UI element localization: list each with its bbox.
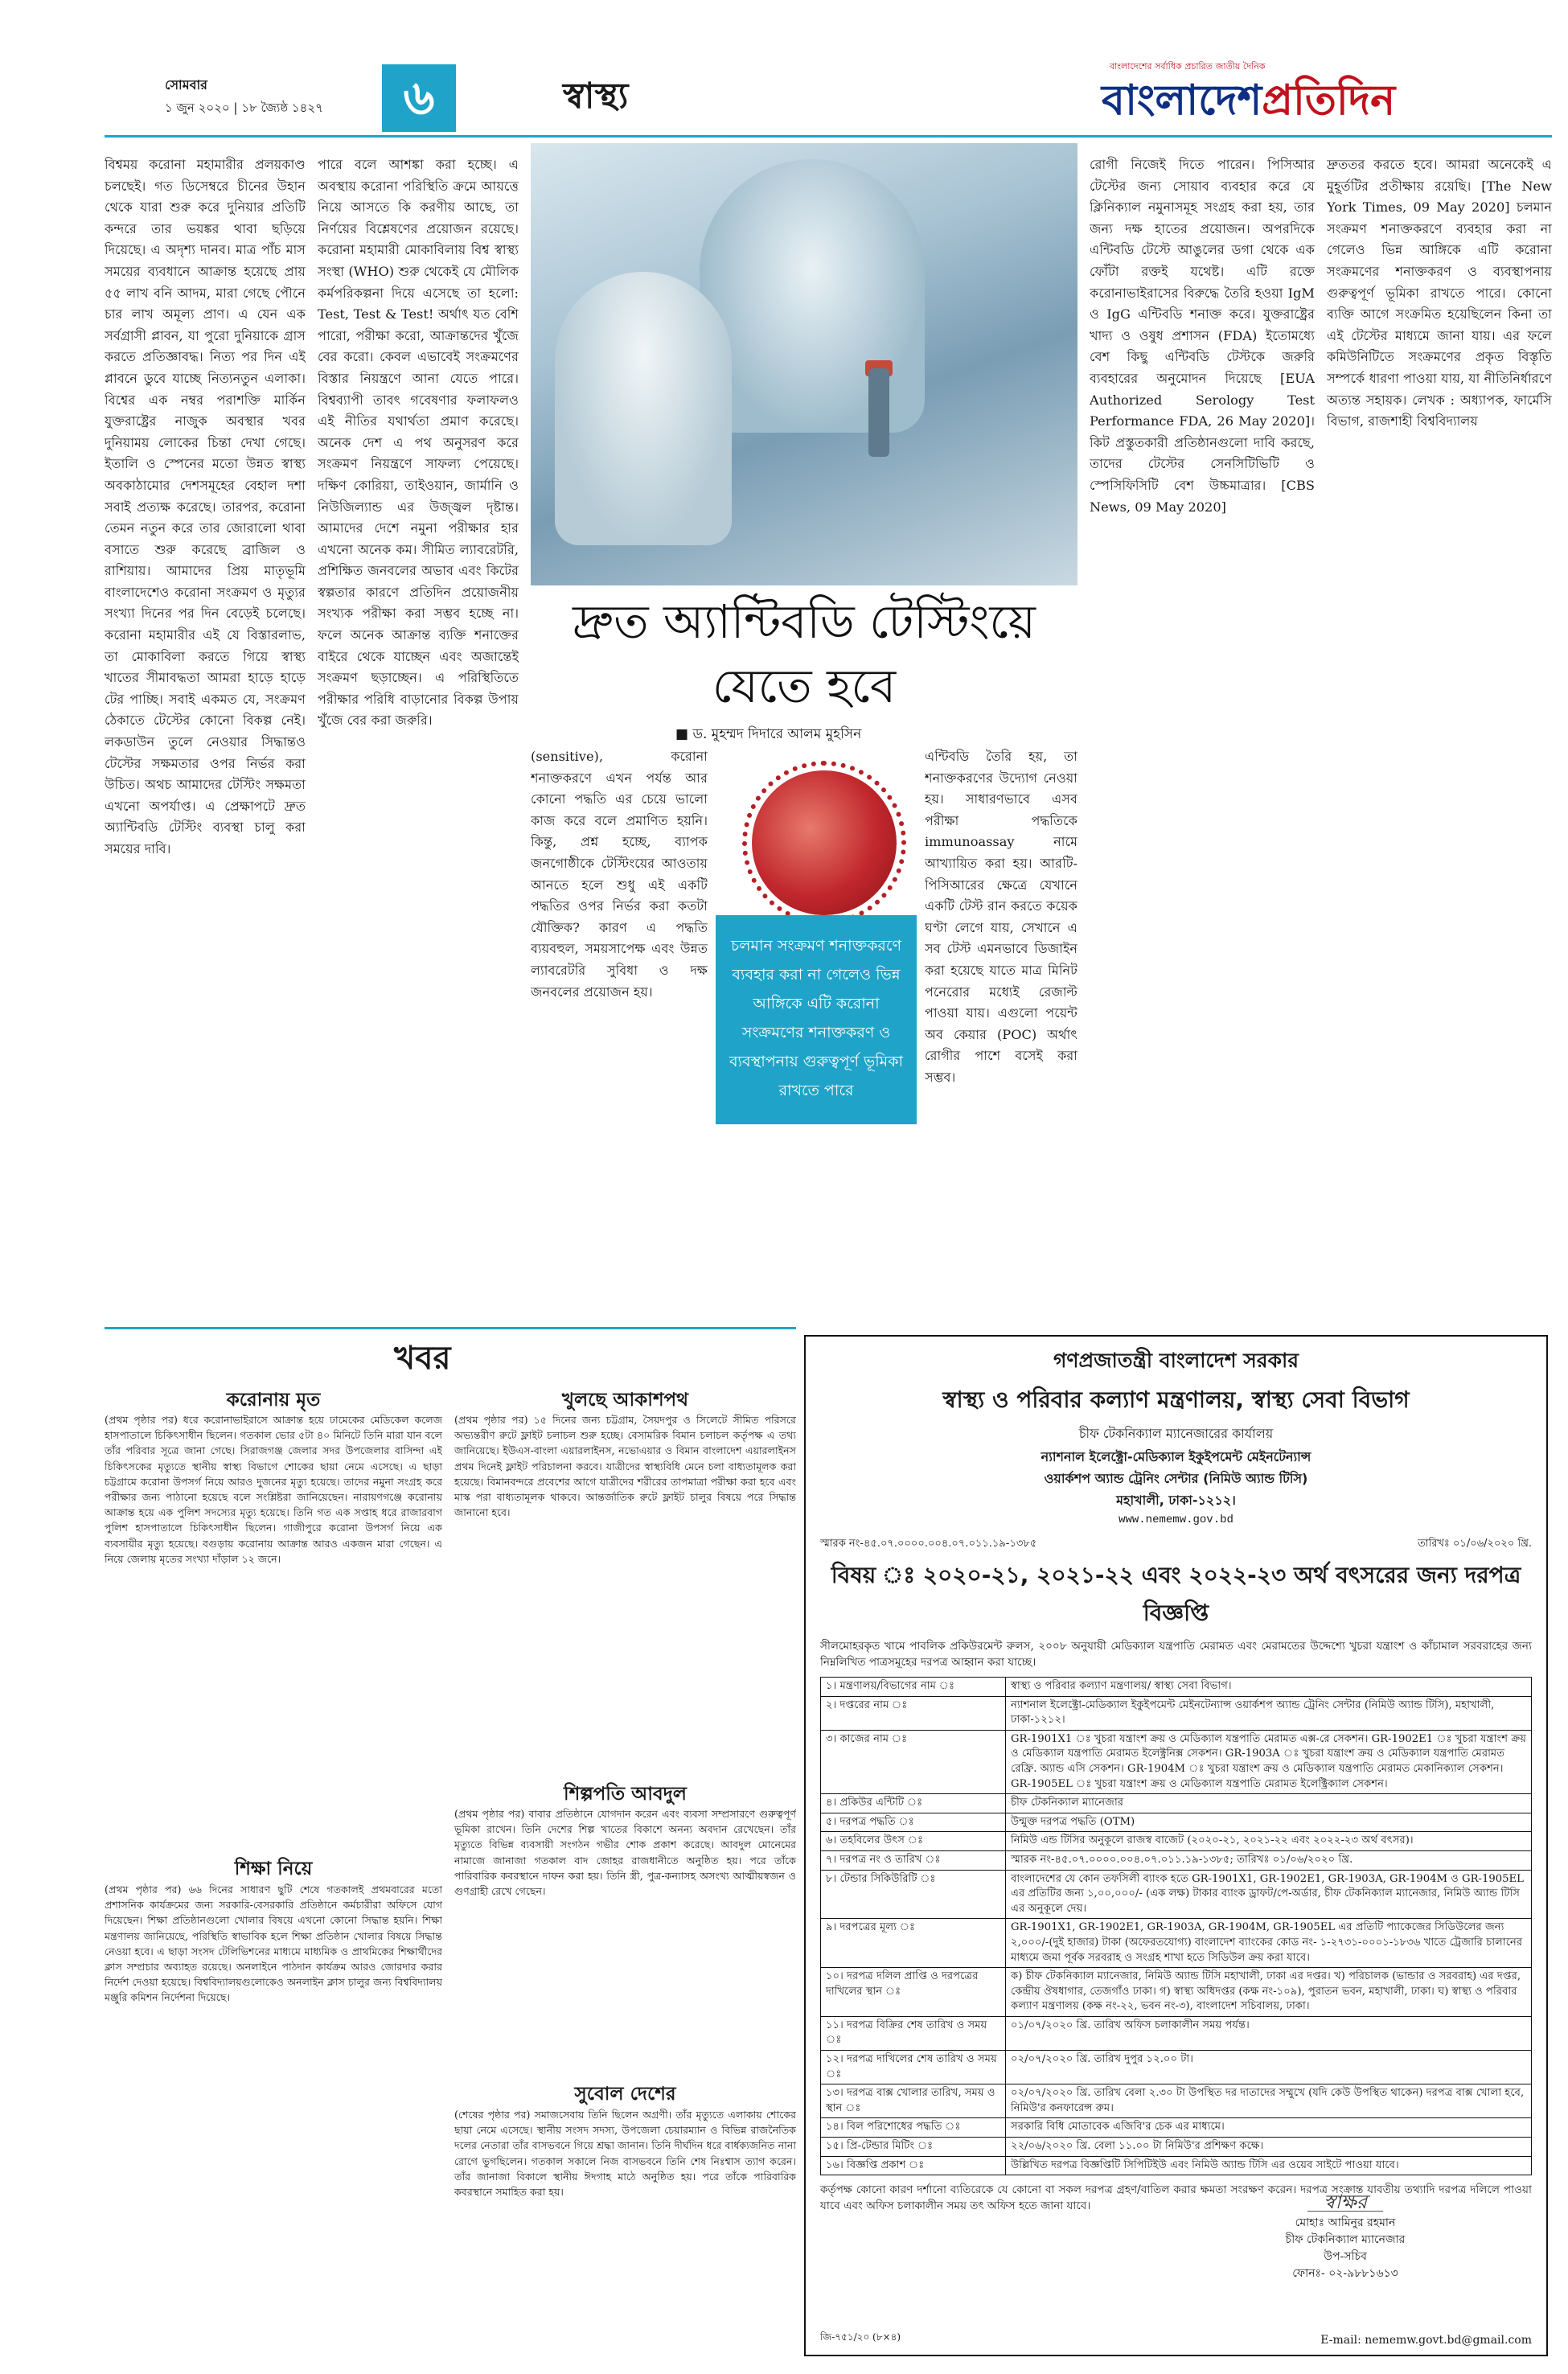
story-title-5: সুবোল দেশের <box>574 2083 676 2105</box>
tender-row <box>821 2084 1532 2118</box>
tender-row-label: ৩। কাজের নাম ঃ <box>821 1730 1006 1793</box>
tender-row-value: GR-1901X1, GR-1902E1, GR-1903A, GR-1904M, GR-1905EL এর প্রতিটি প্যাকেজের সিডিউলের জন্য ২,০০০/-(দুই হাজার) টাকা (অফেরতযোগ্য) বাংলাদেশ ব্যাংকের কোড নং- ১-২৭৩১-০০০১-১৮৩৬ খাতে ট্রেজারি চালানের মাধ্যমে জমা পূর্বক সরবরাহ ও সংগ্রহ শাখা হতে সিডিউল ক্রয় করা যাবে। <box>1006 1919 1532 1968</box>
article-column-2: পারে বলে আশঙ্কা করা হচ্ছে। এ অবস্থায় করোনা পরিস্থিতি ক্রমে আয়ত্তে নিয়ে আসতে কি করণীয় আছে, তা নির্ণয়ের বিশ্লেষণের প্রয়োজন রয়েছে। করোনা মহামারী মোকাবিলায় বিশ্ব স্বাস্থ্য সংস্থা (WHO) শুরু থেকেই যে মৌলিক কর্মপরিকল্পনা দিয়ে এসেছে তা হলো: Test, Test & Test! অর্থাৎ যত বেশি পারো, পরীক্ষা করো, আক্রান্তদের খুঁজে বের করো। কেবল এভাবেই সংক্রমণের বিস্তার নিয়ন্ত্রণে আনা যেতে পারে। বিশ্বব্যাপী তাবৎ গবেষণার ফলাফলও এই নীতির যথার্থতা প্রমাণ করেছে। অনেক দেশ এ পথ অনুসরণ করে সংক্রমণ নিয়ন্ত্রণে সাফল্য পেয়েছে। দক্ষিণ কোরিয়া, তাইওয়ান, জার্মানি ও নিউজিল্যান্ড এর উজ্জ্বল দৃষ্টান্ত। আমাদের দেশে নমুনা পরীক্ষার হার এখনো অনেক কম। সীমিত ল্যাবরেটরি, প্রশিক্ষিত জনবলের অভাব এবং কিটের স্বল্পতার কারণে প্রতিদিন প্রয়োজনীয় সংখ্যক পরীক্ষা করা সম্ভব হচ্ছে না। ফলে অনেক আক্রান্ত ব্যক্তি শনাক্তের বাইরে থেকে যাচ্ছেন এবং অজান্তেই সংক্রমণ ছড়াচ্ছেন। এ পরিস্থিতিতে পরীক্ষার পরিধি বাড়ানোর বিকল্প উপায় খুঁজে বের করা জরুরি। <box>318 157 519 729</box>
article-column-3: (sensitive), করোনা শনাক্তকরণে এখন পর্যন্ত আর কোনো পদ্ধতি এর চেয়ে ভালো কাজ করে বলে প্রমাণিত হয়নি। কিন্তু, প্রশ্ন হচ্ছে, ব্যাপক জনগোষ্ঠীকে টেস্টিংয়ের আওতায় আনতে হলে শুধু এই একটি পদ্ধতির ওপর নির্ভর করা কতটা যৌক্তিক? কারণ এ পদ্ধতি ব্যয়বহুল, সময়সাপেক্ষ এবং উন্নত ল্যাবরেটরি সুবিধা ও দক্ষ জনবলের প্রয়োজন হয়। <box>531 749 708 1000</box>
tender-row-label: ২। দপ্তরের নাম ঃ <box>821 1696 1006 1730</box>
photo-figure-2 <box>555 272 732 545</box>
tender-row-value: ন্যাশনাল ইলেক্ট্রো-মেডিক্যাল ইকুইপমেন্ট মেইনটেন্যান্স ওয়ার্কশপ অ্যান্ড ট্রেনিং সেন্টার (নিমিউ অ্যান্ড টিসি), মহাখালী, ঢাকা-১২১২। <box>1006 1696 1532 1730</box>
virus-illustration <box>752 770 897 915</box>
signer-name: মোহাঃ আমিনুর রহমান <box>1295 2216 1396 2229</box>
masthead-part1: বাংলাদেশ <box>1102 76 1262 125</box>
tender-row <box>821 1850 1532 1870</box>
masthead-part2: প্রতিদিন <box>1262 76 1396 125</box>
tender-row-label: ১১। দরপত্র বিক্রির শেষ তারিখ ও সময় ঃ <box>821 2016 1006 2050</box>
tender-row <box>821 1832 1532 1851</box>
story-body-2: (প্রথম পৃষ্ঠার পর) ৬৬ দিনের সাধারণ ছুটি শেষে গতকালই প্রথমবারের মতো প্রশাসনিক কার্যক্রমের জন্য সরকারি-বেসরকারি প্রতিষ্ঠানে কর্মচারীরা অফিসে যোগ দিয়েছেন। শিক্ষা প্রতিষ্ঠানগুলো খোলার বিষয়ে এখনো কোনো সিদ্ধান্ত হয়নি। শিক্ষা মন্ত্রণালয় জানিয়েছে, পরিস্থিতি স্বাভাবিক হলে শিক্ষা প্রতিষ্ঠান খোলার বিষয়ে সিদ্ধান্ত নেওয়া হবে। এ ছাড়া সংসদ টেলিভিশনের মাধ্যমে মাধ্যমিক ও প্রাথমিকের শিক্ষার্থীদের ক্লাস সম্প্রচার অব্যাহত রয়েছে। অনলাইনে পাঠদান কার্যক্রম আরও জোরদার করার নির্দেশ দেওয়া হয়েছে। বিশ্ববিদ্যালয়গুলোকেও অনলাইন ক্লাস চালুর জন্য বিশ্ববিদ্যালয় মঞ্জুরি কমিশন নির্দেশনা দিয়েছে। <box>105 1883 442 2004</box>
article-column-6: দ্রুততর করতে হবে। আমরা অনেকেই এ মুহূর্তটির প্রতীক্ষায় রয়েছি। [The New York Times, 09 May 2020] চলমান সংক্রমণ শনাক্তকরণে ব্যবহার করা না গেলেও ভিন্ন আঙ্গিকে এটি করোনা সংক্রমণের শনাক্তকরণ ও ব্যবস্থাপনায় গুরুত্বপূর্ণ ভূমিকা রাখতে পারে। কোনো ব্যক্তি আগে সংক্রমিত হয়েছিলেন কিনা তা এই টেস্টের মাধ্যমে জানা যায়। এর ফলে কমিউনিটিতে সংক্রমণের প্রকৃত বিস্তৃতি সম্পর্কে ধারণা পাওয়া যায়, যা নীতিনির্ধারণে অত্যন্ত সহায়ক। লেখক : অধ্যাপক, ফার্মেসি বিভাগ, রাজশাহী বিশ্ববিদ্যালয় <box>1327 157 1552 429</box>
page-header <box>0 0 1568 141</box>
notice-reference <box>820 1536 1532 1553</box>
tender-row-value: বাংলাদেশের যে কোন তফসিলী ব্যাংক হতে GR-1901X1, GR-1902E1, GR-1903A, GR-1904M ও GR-1905EL এর প্রতিটির জন্য ১,০০,০০০/- (এক লক্ষ) টাকার ব্যাংক ড্রাফট/পে-অর্ডার, চীফ টেকনিক্যাল ম্যানেজার, নিমিউ অ্যান্ড টিসি এর অনুকূলে দেয়। <box>1006 1870 1532 1919</box>
pull-quote: চলমান সংক্রমণ শনাক্তকরণে ব্যবহার করা না গেলেও ভিন্ন আঙ্গিকে এটি করোনা সংক্রমণের শনাক্তকরণ ও ব্যবস্থাপনায় গুরুত্বপূর্ণ ভূমিকা রাখতে পারে <box>716 915 917 1124</box>
tender-row-value: স্বাস্থ্য ও পরিবার কল্যাণ মন্ত্রণালয়/ স্বাস্থ্য সেবা বিভাগ। <box>1006 1678 1532 1697</box>
tender-row-label: ১৩। দরপত্র বাক্স খোলার তারিখ, সময় ও স্থান ঃ <box>821 2084 1006 2118</box>
tender-row-label: ৫। দরপত্র পদ্ধতি ঃ <box>821 1813 1006 1832</box>
issue-date-text: ১ জুন ২০২০ | ১৮ জ্যৈষ্ঠ ১৪২৭ <box>165 101 323 115</box>
tender-row-label: ৪। প্রকিউর এন্টিটি ঃ <box>821 1794 1006 1813</box>
feature-article <box>105 143 1552 1325</box>
notice-subject: বিষয় ঃ ২০২০-২১, ২০২১-২২ এবং ২০২২-২৩ অর্থ বৎসরের জন্য দরপত্র বিজ্ঞপ্তি <box>831 1562 1521 1626</box>
notice-government: গণপ্রজাতন্ত্রী বাংলাদেশ সরকার <box>1053 1349 1299 1372</box>
masthead-tagline: বাংলাদেশের সর্বাধিক প্রচারিত জাতীয় দৈনিক <box>1110 61 1266 72</box>
article-column-5: রোগী নিজেই দিতে পারেন। পিসিআর টেস্টের জন্য সোয়াব ব্যবহার করে যে ক্লিনিক্যাল নমুনাসমূহ সংগ্রহ করা হয়, তার জন্য দক্ষ হাতের প্রয়োজন। অপরদিকে এন্টিবডি টেস্টে আঙুলের ডগা থেকে এক ফোঁটা রক্তই যথেষ্ট। এটি রক্তে করোনাভাইরাসের বিরুদ্ধে তৈরি হওয়া IgM ও IgG এন্টিবডি শনাক্ত করে। যুক্তরাষ্ট্রের খাদ্য ও ওষুধ প্রশাসন (FDA) ইতোমধ্যে বেশ কিছু এন্টিবডি টেস্টকে জরুরি ব্যবহারের অনুমোদন দিয়েছে [EUA Authorized Serology Test Performance FDA, 26 May 2020]। কিট প্রস্তুতকারী প্রতিষ্ঠানগুলো দাবি করছে, তাদের টেস্টের সেনসিটিভিটি ও স্পেসিফিসিটি বেশ উচ্চমাত্রার। [CBS News, 09 May 2020] <box>1090 157 1315 515</box>
story-body-1: (প্রথম পৃষ্ঠার পর) ধরে করোনাভাইরাসে আক্রান্ত হয়ে ঢামেকের মেডিকেল কলেজ হাসপাতালে চিকিৎসাধীন ছিলেন। গতকাল ভোর ৫টা ৪০ মিনিটে তিনি মারা যান বলে তাঁর পরিবার সূত্রে জানা গেছে। সিরাজগঞ্জ জেলার সদর উপজেলার বাসিন্দা এই চিকিৎসকের মৃত্যুতে স্থানীয় স্বাস্থ্য বিভাগে শোকের ছায়া নেমে এসেছে। এ ছাড়া চট্টগ্রামে করোনা উপসর্গ নিয়ে আরও দুজনের মৃত্যু হয়েছে। তাদের নমুনা সংগ্রহ করে পরীক্ষার জন্য পাঠানো হয়েছে বলে সংশ্লিষ্টরা জানিয়েছেন। নারায়ণগঞ্জে করোনায় আক্রান্ত হয়ে এক পুলিশ সদস্যের মৃত্যু হয়েছে। তিনি গত এক সপ্তাহ ধরে রাজারবাগ পুলিশ হাসপাতালে চিকিৎসাধীন ছিলেন। গাজীপুরে করোনা উপসর্গ নিয়ে এক ব্যবসায়ীর মৃত্যু হয়েছে। বগুড়ায় করোনায় আক্রান্ত আরও একজন মারা গেছেন। এ নিয়ে জেলায় মৃতের সংখ্যা দাঁড়াল ১২ জনে। <box>105 1414 442 1565</box>
masthead-name <box>1102 75 1552 126</box>
article-photo <box>531 143 1077 585</box>
article-column-4: এন্টিবডি তৈরি হয়, তা শনাক্তকরণের উদ্যোগ নেওয়া হয়। সাধারণভাবে এসব পরীক্ষা পদ্ধতিকে immunoassay নামে আখ্যায়িত করা হয়। আরটি-পিসিআরের ক্ষেত্রে যেখানে একটি টেস্ট রান করতে কয়েক ঘণ্টা লেগে যায়, সেখানে এ সব টেস্ট এমনভাবে ডিজাইন করা হয়েছে যাতে মাত্র মিনিট পনেরোর মধ্যেই রেজাল্ট পাওয়া যায়। এগুলো পয়েন্ট অব কেয়ার (POC) অর্থাৎ রোগীর পাশে বসেই করা সম্ভব। <box>925 749 1077 1085</box>
headline-line-1: দ্রুত অ্যান্টিবডি টেস্টিংয়ে <box>573 594 1036 649</box>
notice-footer: কর্তৃপক্ষ কোনো কারণ দর্শানো ব্যতিরেকে যে কোনো বা সকল দরপত্র গ্রহণ/বাতিল করার ক্ষমতা সংরক্ষণ করেন। দরপত্র সংক্রান্ত যাবতীয় তথ্যাদি দরপত্র দলিলে পাওয়া যাবে এবং অফিস চলাকালীন সময় তৎ অফিস হতে জানা যাবে। <box>820 2183 1532 2213</box>
signature-scrawl: স্বাক্ষর <box>1307 2194 1383 2212</box>
tender-row <box>821 1870 1532 1919</box>
tender-row-value: নিমিউ এন্ড টিসির অনুকূলে রাজস্ব বাজেট (২০২০-২১, ২০২১-২২ এবং ২০২২-২৩ অর্থ বৎসর)। <box>1006 1832 1532 1851</box>
tender-row-label: ১০। দরপত্র দলিল প্রাপ্তি ও দরপত্রের দাখিলের স্থান ঃ <box>821 1968 1006 2017</box>
tender-row <box>821 1813 1532 1832</box>
tender-row-value: স্মারক নং-৪৫.০৭.০০০০.০০৪.০৭.০১১.১৯-১৩৮৫; তারিখঃ ০১/০৬/২০২০ খ্রি. <box>1006 1850 1532 1870</box>
tender-row-value: ক) চীফ টেকনিক্যাল ম্যানেজার, নিমিউ অ্যান্ড টিসি মহাখালী, ঢাকা এর দপ্তর। খ) পরিচালক (ভান্ডার ও সরবরাহ) এর দপ্তর, কেন্দ্রীয় ঔষধাগার, তেজগাঁও ঢাকা। গ) স্বাস্থ্য অধিদপ্তর (কক্ষ নং-১০৯), পুরাতন ভবন, মহাখালী, ঢাকা। ঘ) স্বাস্থ্য ও পরিবার কল্যাণ মন্ত্রণালয় (কক্ষ নং-২২, ভবন নং-৩), বাংলাদেশ সচিবালয়, ঢাকা। <box>1006 1968 1532 2017</box>
section-title: স্বাস্থ্য <box>563 76 629 117</box>
tender-row <box>821 1968 1532 2017</box>
notice-org-line-2: ওয়ার্কশপ অ্যান্ড ট্রেনিং সেন্টার (নিমিউ অ্যান্ড টিসি) <box>1044 1471 1308 1486</box>
story-body-4: (প্রথম পৃষ্ঠার পর) বাবার প্রতিষ্ঠানে যোগদান করেন এবং ব্যবসা সম্প্রসারণে গুরুত্বপূর্ণ ভূমিকা রাখেন। তিনি দেশের শিল্প খাতের বিকাশে অনন্য অবদান রেখেছেন। তাঁর মৃত্যুতে বিভিন্ন ব্যবসায়ী সংগঠন গভীর শোক প্রকাশ করেছে। আবদুল মোনেমের নামাজে জানাজা গতকাল বাদ জোহর রাজধানীতে অনুষ্ঠিত হয়। পরে তাঁকে পারিবারিক কবরস্থানে দাফন করা হয়। তিনি স্ত্রী, পুত্র-কন্যাসহ অসংখ্য আত্মীয়স্বজন ও গুণগ্রাহী রেখে গেছেন। <box>454 1808 796 1898</box>
headline-line-2: যেতে হবে <box>712 659 897 713</box>
notice-org-line-1: ন্যাশনাল ইলেক্ট্রো-মেডিক্যাল ইকুইপমেন্ট মেইনটেন্যান্স <box>1041 1449 1311 1464</box>
tender-row <box>821 1919 1532 1968</box>
tender-row-value: চীফ টেকনিক্যাল ম্যানেজার <box>1006 1794 1532 1813</box>
issue-date <box>165 74 323 119</box>
ad-code: জি-৭৫১/২০ (৮×৪) <box>820 2331 901 2343</box>
story-body-5: (শেষের পৃষ্ঠার পর) সমাজসেবায় তিনি ছিলেন অগ্রণী। তাঁর মৃত্যুতে এলাকায় শোকের ছায়া নেমে এসেছে। স্থানীয় সংসদ সদস্য, উপজেলা চেয়ারম্যান ও বিভিন্ন রাজনৈতিক দলের নেতারা তাঁর বাসভবনে গিয়ে শ্রদ্ধা জানান। তিনি দীর্ঘদিন ধরে বার্ধক্যজনিত নানা রোগে ভুগছিলেন। গতকাল সকালে নিজ বাসভবনে তিনি শেষ নিঃশ্বাস ত্যাগ করেন। তাঁর জানাজা বিকালে স্থানীয় ঈদগাহ মাঠে অনুষ্ঠিত হয়। পরে তাঁকে পারিবারিক কবরস্থানে সমাহিত করা হয়। <box>454 2109 796 2199</box>
news-section-title: খবর <box>394 1339 451 1377</box>
tender-row-label: ১৫। প্রি-টেন্ডার মিটিং ঃ <box>821 2138 1006 2157</box>
notice-ministry: স্বাস্থ্য ও পরিবার কল্যাণ মন্ত্রণালয়, স্বাস্থ্য সেবা বিভাগ <box>942 1386 1410 1413</box>
article-byline: ■ ড. মুহম্মদ দিদারে আলম মুহসিন <box>675 726 862 742</box>
article-headline <box>535 589 1073 718</box>
tender-row-value: উল্লিখিত দরপত্র বিজ্ঞপ্তিটি সিপিটিইউ এবং নিমিউ অ্যান্ড টিসি এর ওয়েব সাইটে পাওয়া যাবে। <box>1006 2156 1532 2175</box>
tender-row <box>821 2016 1532 2050</box>
tender-row <box>821 2051 1532 2084</box>
story-title-1: করোনায় মৃত <box>226 1389 321 1411</box>
tender-row-label: ১২। দরপত্র দাখিলের শেষ তারিখ ও সময় ঃ <box>821 2051 1006 2084</box>
tender-row <box>821 1678 1532 1697</box>
tender-table <box>820 1677 1532 2175</box>
tender-row-value: ০১/০৭/২০২০ খ্রি. তারিখ অফিস চলাকালীন সময় পর্যন্ত। <box>1006 2016 1532 2050</box>
tender-notice <box>804 1335 1548 2356</box>
notice-website[interactable]: www.nememw.gov.bd <box>1119 1514 1233 1526</box>
tender-row <box>821 1696 1532 1730</box>
signature-block <box>1241 2191 1450 2282</box>
memo-date: তারিখঃ ০১/০৬/২০২০ খ্রি. <box>1417 1538 1532 1550</box>
story-title-3: খুলছে আকাশপথ <box>561 1389 689 1411</box>
tender-row-value: GR-1901X1 ঃ খুচরা যন্ত্রাংশ ক্রয় ও মেডিক্যাল যন্ত্রপাতি মেরামত এক্স-রে সেকশন। GR-1902E1 ঃ খুচরা যন্ত্রাংশ ক্রয় ও মেডিক্যাল যন্ত্রপাতি মেরামত ইলেক্ট্রনিক্স সেকশন। GR-1903A ঃ খুচরা যন্ত্রাংশ ক্রয় ও মেডিক্যাল যন্ত্রপাতি মেরামত রেফ্রি. অ্যান্ড এসি সেকশন। GR-1904M ঃ খুচরা যন্ত্রাংশ ক্রয় ও মেডিক্যাল যন্ত্রপাতি মেরামত মেকানিক্যাল সেকশন। GR-1905EL ঃ খুচরা যন্ত্রাংশ ক্রয় ও মেডিক্যাল যন্ত্রপাতি মেরামত ইলেক্ট্রিক্যাল সেকশন। <box>1006 1730 1532 1793</box>
tender-row-label: ১৬। বিজ্ঞপ্তি প্রকাশ ঃ <box>821 2156 1006 2175</box>
tender-row-value: ০২/০৭/২০২০ খ্রি. তারিখ বেলা ২.৩০ টা উপস্থিত দর দাতাদের সম্মুখে (যদি কেউ উপস্থিত থাকেন) দরপত্র বাক্স খোলা হবে, নিমিউ'র কনফারেন্স রুম। <box>1006 2084 1532 2118</box>
tender-row-label: ১। মন্ত্রণালয়/বিভাগের নাম ঃ <box>821 1678 1006 1697</box>
story-title-2: শিক্ষা নিয়ে <box>234 1858 313 1879</box>
tender-row-value: ০২/০৭/২০২০ খ্রি. তারিখ দুপুর ১২.০০ টা। <box>1006 2051 1532 2084</box>
signer-subtitle: উপ-সচিব <box>1324 2250 1367 2263</box>
header-rule <box>105 135 1552 138</box>
tender-row-value: উন্মুক্ত দরপত্র পদ্ধতি (OTM) <box>1006 1813 1532 1832</box>
tender-row-label: ৯। দরপত্রের মূল্য ঃ <box>821 1919 1006 1968</box>
signer-title: চীফ টেকনিক্যাল ম্যানেজার <box>1285 2233 1406 2246</box>
masthead-logo <box>1102 60 1552 132</box>
news-section-header <box>105 1327 796 1377</box>
memo-number: স্মারক নং-৪৫.০৭.০০০০.০০৪.০৭.০১১.১৯-১৩৮৫ <box>820 1538 1037 1550</box>
tender-row <box>821 1794 1532 1813</box>
notice-intro: সীলমোহরকৃত খামে পাবলিক প্রকিউরমেন্ট রুলস, ২০০৮ অনুযায়ী মেডিক্যাল যন্ত্রপাতি মেরামত এবং মেরামতের উদ্দেশ্যে খুচরা যন্ত্রাংশ ও কাঁচামাল সরবরাহের জন্য নিম্নলিখিত পাত্রসমূহের দরপত্র আহ্বান করা যাচ্ছে। <box>820 1640 1532 1669</box>
photo-figure-1 <box>700 159 925 433</box>
issue-day: সোমবার <box>165 77 207 92</box>
photo-vial <box>868 368 889 457</box>
story-title-4: শিল্পপতি আবদুল <box>564 1783 687 1805</box>
tender-row-label: ৭। দরপত্র নং ও তারিখ ঃ <box>821 1850 1006 1870</box>
page-number: ৬ <box>382 64 456 132</box>
story-body-3: (প্রথম পৃষ্ঠার পর) ১৫ দিনের জন্য চট্টগ্রাম, সৈয়দপুর ও সিলেটে সীমিত পরিসরে অভ্যন্তরীণ রুটে ফ্লাইট চলাচল শুরু হচ্ছে। বেসামরিক বিমান চলাচল কর্তৃপক্ষ এ তথ্য জানিয়েছে। ইউএস-বাংলা এয়ারলাইনস, নভোএয়ার ও বিমান বাংলাদেশ এয়ারলাইনস প্রথম দিনেই ফ্লাইট পরিচালনা করবে। যাত্রীদের স্বাস্থ্যবিধি মেনে চলা বাধ্যতামূলক করা হয়েছে। বিমানবন্দরে প্রবেশের আগে যাত্রীদের শরীরের তাপমাত্রা পরীক্ষা করা হবে এবং মাস্ক পরা বাধ্যতামূলক থাকবে। আন্তর্জাতিক রুটে ফ্লাইট চালুর বিষয়ে পরে সিদ্ধান্ত জানানো হবে। <box>454 1414 796 1519</box>
tender-row-label: ৬। তহবিলের উৎস ঃ <box>821 1832 1006 1851</box>
signer-phone: ফোনঃ- ০২-৯৮৮১৬১৩ <box>1292 2267 1398 2280</box>
tender-row <box>821 1730 1532 1793</box>
tender-row <box>821 2138 1532 2157</box>
tender-row-value: সরকারি বিধি মোতাবেক এজিবি'র চেক এর মাধ্যমে। <box>1006 2118 1532 2138</box>
notice-email[interactable]: E-mail: nememw.govt.bd@gmail.com <box>1320 2334 1532 2347</box>
tender-row <box>821 2156 1532 2175</box>
article-column-1: বিশ্বময় করোনা মহামারীর প্রলয়কাণ্ড চলছেই। গত ডিসেম্বরে চীনের উহান থেকে যারা শুরু করে দুনিয়ার প্রতিটি কন্দরে তার ভয়ঙ্কর থাবা ছড়িয়ে দিয়েছে। এ অদৃশ্য দানব। মাত্র পাঁচ মাস সময়ের ব্যবধানে আক্রান্ত হয়েছে প্রায় ৫৫ লাখ বনি আদম, মারা গেছে পৌনে চার লাখ অমূল্য প্রাণ। এ যেন এক সর্বগ্রাসী প্লাবন, যা পুরো দুনিয়াকে গ্রাস করতে প্রতিজ্ঞাবদ্ধ। নিত্য পর দিন এই প্লাবনে ডুবে যাচ্ছে নিত্যনতুন এলাকা। বিশ্বের এক নম্বর পরাশক্তি মার্কিন যুক্তরাষ্ট্রের নাজুক অবস্থার খবর দুনিয়াময় লোকের চিন্তা দেখা গেছে। ইতালি ও স্পেনের মতো উন্নত স্বাস্থ্য অবকাঠামোর দেশসমূহের বেহাল দশা সবাই প্রত্যক্ষ করেছে। তারপর, করোনা তেমন নতুন করে তার জোরালো থাবা বসাতে শুরু করেছে ব্রাজিল ও রাশিয়ায়। আমাদের প্রিয় মাতৃভূমি বাংলাদেশেও করোনা সংক্রমণ ও মৃত্যুর সংখ্যা দিনের পর দিন বেড়েই চলেছে। করোনা মহামারীর এই যে বিস্তারলাভ, তা মোকাবিলা করতে গিয়ে স্বাস্থ্য খাতের সীমাবদ্ধতা আমরা হাড়ে হাড়ে টের পাচ্ছি। সবাই একমত যে, সংক্রমণ ঠেকাতে টেস্টের কোনো বিকল্প নেই। লকডাউন তুলে নেওয়ার সিদ্ধান্তও টেস্টের সক্ষমতার ওপর নির্ভর করা উচিত। অথচ আমাদের টেস্টিং সক্ষমতা এখনো অপর্যাপ্ত। এ প্রেক্ষাপটে দ্রুত অ্যান্টিবডি টেস্টিং ব্যবস্থা চালু করা সময়ের দাবি। <box>105 157 306 856</box>
notice-address: মহাখালী, ঢাকা-১২১২। <box>1116 1493 1236 1508</box>
tender-row-label: ১৪। বিল পরিশোধের পদ্ধতি ঃ <box>821 2118 1006 2138</box>
tender-row-value: ২২/০৬/২০২০ খ্রি. বেলা ১১.০০ টা নিমিউ'র প্রশিক্ষণ কক্ষে। <box>1006 2138 1532 2157</box>
notice-office: চীফ টেকনিক্যাল ম্যানেজারের কার্যালয় <box>1078 1426 1274 1441</box>
tender-row-label: ৮। টেন্ডার সিকিউরিটি ঃ <box>821 1870 1006 1919</box>
tender-row <box>821 2118 1532 2138</box>
